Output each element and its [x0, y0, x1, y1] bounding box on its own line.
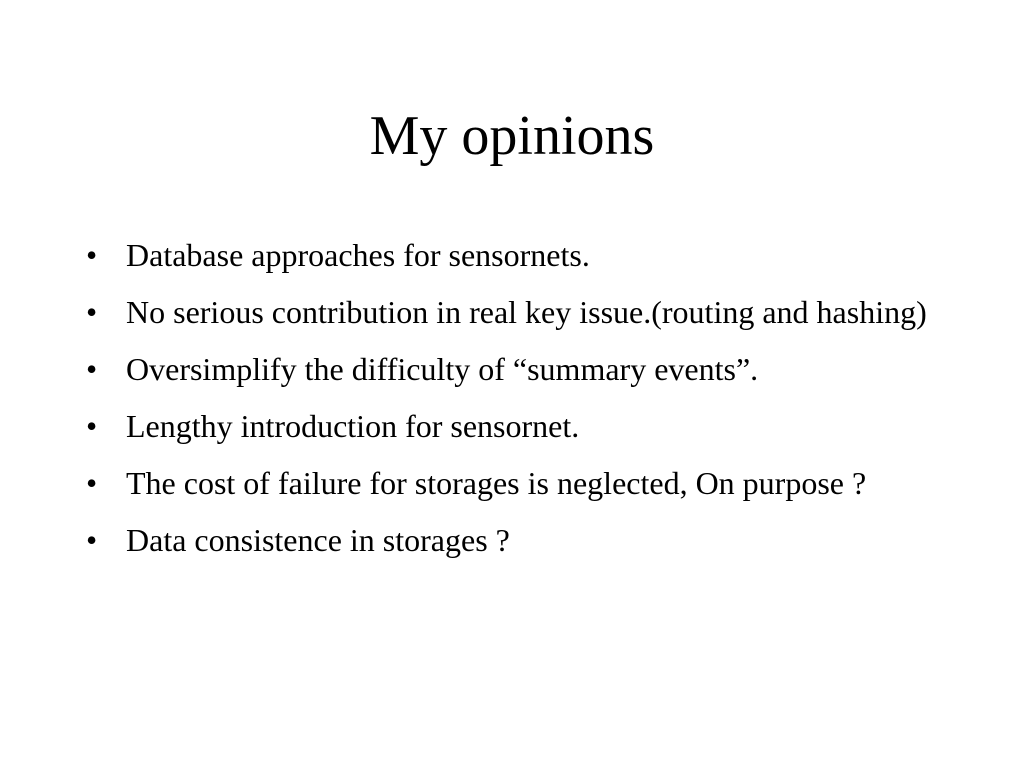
bullet-text: Lengthy introduction for sensornet.	[126, 408, 580, 444]
bullet-marker-icon: •	[86, 294, 98, 330]
bullet-marker-icon: •	[86, 237, 98, 273]
bullet-item	[86, 460, 946, 506]
slide-title: My opinions	[369, 105, 655, 167]
bullet-item	[86, 289, 946, 335]
bullet-marker-icon: •	[86, 465, 98, 501]
bullet-item	[86, 403, 946, 449]
bullet-text: The cost of failure for storages is neglected, On purpose ?	[126, 465, 867, 501]
bullet-item	[86, 232, 946, 278]
bullet-marker-icon: •	[86, 351, 98, 387]
bullet-list	[86, 232, 946, 574]
bullet-text: Database approaches for sensornets.	[126, 237, 590, 273]
bullet-marker-icon: •	[86, 522, 98, 558]
bullet-text: No serious contribution in real key issue.(routing and hashing)	[126, 294, 927, 330]
bullet-text: Data consistence in storages ?	[126, 522, 510, 558]
bullet-item	[86, 517, 946, 563]
bullet-marker-icon: •	[86, 408, 98, 444]
bullet-item	[86, 346, 946, 392]
bullet-text: Oversimplify the difficulty of “summary events”.	[126, 351, 759, 387]
